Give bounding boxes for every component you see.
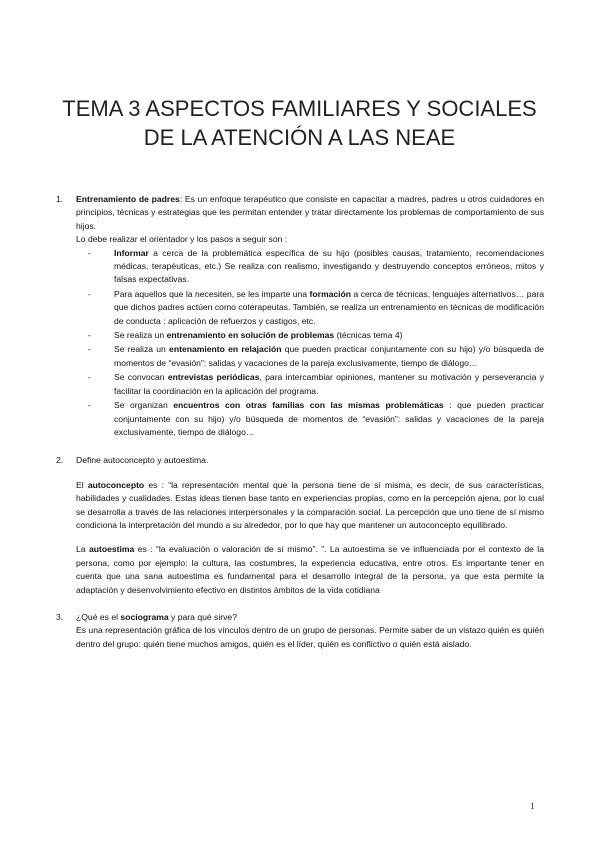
section-2-heading: Define autoconcepto y autoestima. <box>76 455 209 466</box>
section-number: 3. <box>56 611 64 622</box>
section-1-intro <box>76 193 544 233</box>
section-3 <box>56 611 544 651</box>
intro-bold: Entrenamiento de padres <box>76 194 180 204</box>
intro-text: : Es un enfoque terapéutico que consiste en capacitar a madres, padres u otros cuidadores en principios, técnicas y estrategias que les permitan entender y tratar directamente los problemas de comportamiento de sus hijos. <box>76 194 544 231</box>
list-item: - Se realiza un entrenamiento en solución de problemas (técnicas tema 4) <box>76 329 544 342</box>
autoestima-paragraph: La autoestima es : “la evaluación o valoración de sí mismo”. ”. La autoestima se ve influenciada por el contexto de la persona, como por ejemplo: la cultura, las costumbres, la experiencia educativa, entre otros. Es importante tener en cuenta que una sana autoestima es fundamental para el desarrollo integral de la persona, ya que esta permite la adaptación y desenvolvimiento efectivo en distintos ámbitos de la vida cotidiana <box>76 544 544 595</box>
title-line-2: DE LA ATENCIÓN A LAS NEAE <box>143 125 456 150</box>
section-1-lead: Lo debe realizar el orientador y los pasos a seguir son : <box>76 234 288 245</box>
section-number: 2. <box>56 455 64 466</box>
list-item: - Para aquellos que la necesiten, se les imparte una formación a cerca de técnicas, lenguajes alternativos… para que dichos padres actúen como coterapeutas. También, se realiza un entrenamiento en técnicas de modificación de conducta : aplicación de refuerzos y castigos, etc. <box>76 288 544 328</box>
spacer <box>76 468 544 479</box>
document-body <box>56 193 544 651</box>
spacer <box>76 532 544 543</box>
section-1 <box>56 193 544 439</box>
section-number: 1. <box>56 194 64 204</box>
steps-list <box>76 247 544 440</box>
list-item: - Se organizan encuentros con otras familias con las mismas problemáticas : que pueden practicar conjuntamente con su hijo) y/o búsqueda de momentos de “evasión”: salidas y vacaciones de la pareja exclusivamente, tiempo de diálogo… <box>76 399 544 439</box>
autoconcepto-paragraph: El autoconcepto es : “la representación mental que la persona tiene de sí misma, es decir, de sus características, habilidades y cualidades. Estas ideas tienen base tanto en experiencias propias, como en la percepción ajena, por lo cual se desarrolla a través de las relaciones interpersonales y la comparación social. La percepción que uno tiene de sí mismo condiciona la interpretación del mundo a su alrededor, por lo que hay que mantener un autoconcepto equilibrado. <box>76 479 545 530</box>
section-3-question: ¿Qué es el sociograma y para qué sirve? <box>76 611 237 622</box>
spacer <box>56 440 544 454</box>
page-title <box>40 94 559 152</box>
spacer <box>56 597 544 611</box>
list-item: - Informar a cerca de la problemática específica de su hijo (posibles causas, tratamiento, recomendaciones médicas, terapéuticas, etc.) Se realiza con realismo, investigando y destruyendo conceptos erróneos, mitos y falsas expectativas. <box>76 247 544 287</box>
title-line-1: TEMA 3 ASPECTOS FAMILIARES Y SOCIALES <box>62 96 537 121</box>
page-number: 1 <box>530 801 535 811</box>
list-item: - Se convocan entrevistas periódicas, para intercambiar opiniones, mantener su motivación y perseverancia y facilitar la coordinación en la aplicación del programa. <box>76 371 544 398</box>
list-item: - Se realiza un entenamiento en relajación que pueden practicar conjuntamente con su hijo) y/o búsqueda de momentos de “evasión”: salidas y vacaciones de la pareja exclusivamente, tiempo de diálogo… <box>76 343 544 370</box>
section-3-answer: Es una representación gráfica de los vínculos dentro de un grupo de personas. Permite saber de un vistazo quién es quién dentro del grupo: quién tiene muchos amigos, quién es el líder, quién es conflictivo o quién está aislado. <box>76 625 544 649</box>
section-2 <box>56 454 544 597</box>
